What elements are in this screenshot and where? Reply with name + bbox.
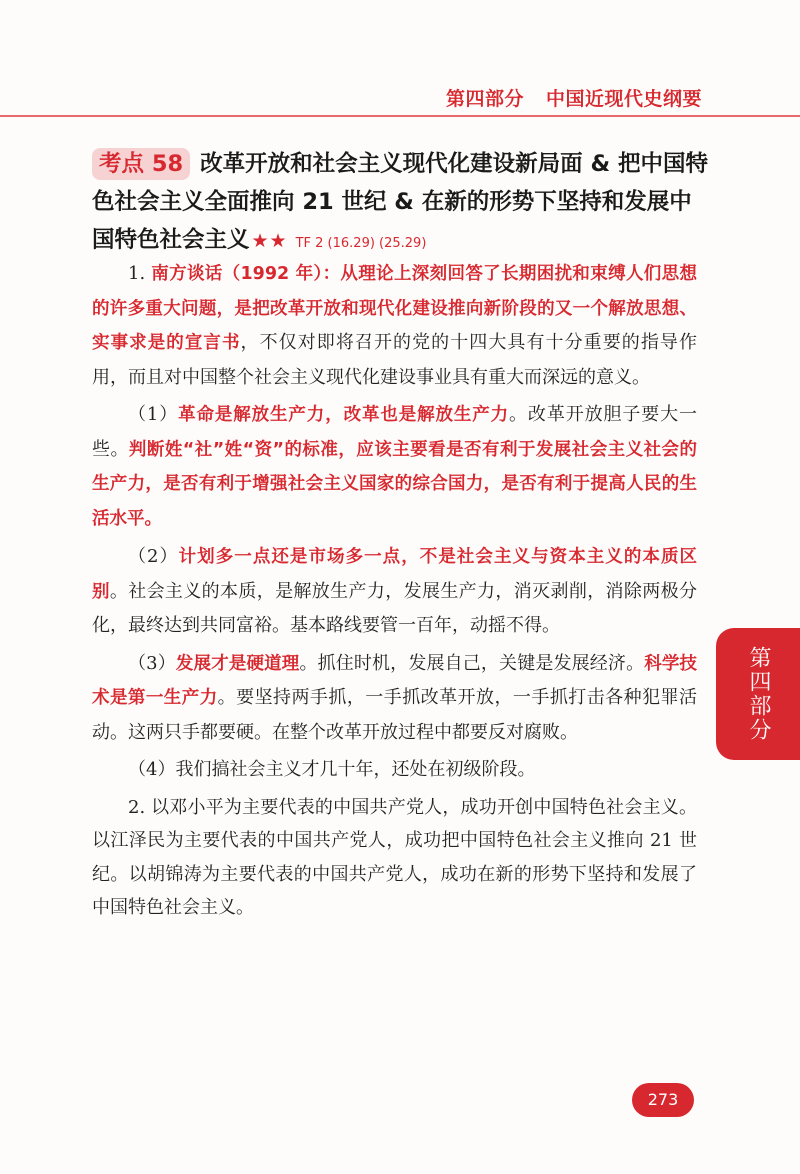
section-title <box>92 145 712 263</box>
paragraph <box>92 398 697 536</box>
body-text: （1） <box>128 404 179 425</box>
body-text: （2） <box>128 546 179 567</box>
page-number: 273 <box>632 1083 694 1117</box>
body-text: 1. <box>128 263 152 284</box>
part-side-tab-label: 第四部分 <box>746 646 771 742</box>
paragraph <box>92 540 697 643</box>
paragraph <box>92 647 697 750</box>
header-divider <box>0 115 800 117</box>
body-text: 。社会主义的本质，是解放生产力，发展生产力，消灭剥削，消除两极分化，最终达到共同富裕。基本路线要管一百年，动摇不得。 <box>92 580 697 636</box>
body-text: ，不仅对即将召开的党的十四大具有十分重要的指导作用，而且对中国整个社会主义现代化建设事业具有重大而深远的意义。 <box>92 332 697 388</box>
body-text: 2. 以邓小平为主要代表的中国共产党人，成功开创中国特色社会主义。以江泽民为主要代表的中国共产党人，成功把中国特色社会主义推向 21 世纪。以胡锦涛为主要代表的中国共产党人，成功在新的形势下坚持和发展了中国特色社会主义。 <box>92 796 697 918</box>
highlighted-text: 南方谈话（1992 年）：从理论上深刻回答了长期困扰和束缚人们思想的许多重大问题，是把改革开放和现代化建设推向新阶段的又一个解放思想、实事求是的宣言书 <box>92 264 697 353</box>
highlighted-text: 革命是解放生产力，改革也是解放生产力 <box>178 405 510 425</box>
highlighted-text: 科学技术是第一生产力 <box>92 653 698 708</box>
body-text: 。要坚持两手抓，一手抓改革开放，一手抓打击各种犯罪活动。这两只手都要硬。在整个改革开放过程中都要反对腐败。 <box>92 687 697 743</box>
paragraph <box>92 753 697 787</box>
body-content <box>92 257 697 929</box>
running-header <box>446 84 702 111</box>
paragraph <box>92 791 697 925</box>
header-part: 第四部分 <box>446 88 525 110</box>
body-text: 。抓住时机，发展自己，关键是发展经济。 <box>299 652 645 674</box>
body-text: （4）我们搞社会主义才几十年，还处在初级阶段。 <box>128 759 536 780</box>
paragraph <box>92 257 697 394</box>
body-text: （3） <box>128 652 176 674</box>
exam-point-badge: 考点 58 <box>92 148 190 180</box>
highlighted-text: 发展才是硬道理 <box>175 653 300 674</box>
header-title: 中国近现代史纲要 <box>546 88 703 110</box>
star-rating-icon: ★★ <box>251 230 288 252</box>
highlighted-text: 计划多一点还是市场多一点，不是社会主义与资本主义的本质区别 <box>92 547 697 602</box>
test-frequency: TF 2 (16.29) (25.29) <box>295 236 427 251</box>
section-title-text: 改革开放和社会主义现代化建设新局面 & 把中国特色社会主义全面推向 21 世纪 & 在新的形势下坚持和发展中国特色社会主义 <box>92 151 708 253</box>
body-text: 。改革开放胆子要大一些。 <box>92 404 698 460</box>
highlighted-text: 判断姓“社”姓“资”的标准，应该主要看是否有利于发展社会主义社会的生产力，是否有利于增强社会主义国家的综合国力，是否有利于提高人民的生活水平。 <box>92 439 697 529</box>
part-side-tab <box>716 628 800 760</box>
